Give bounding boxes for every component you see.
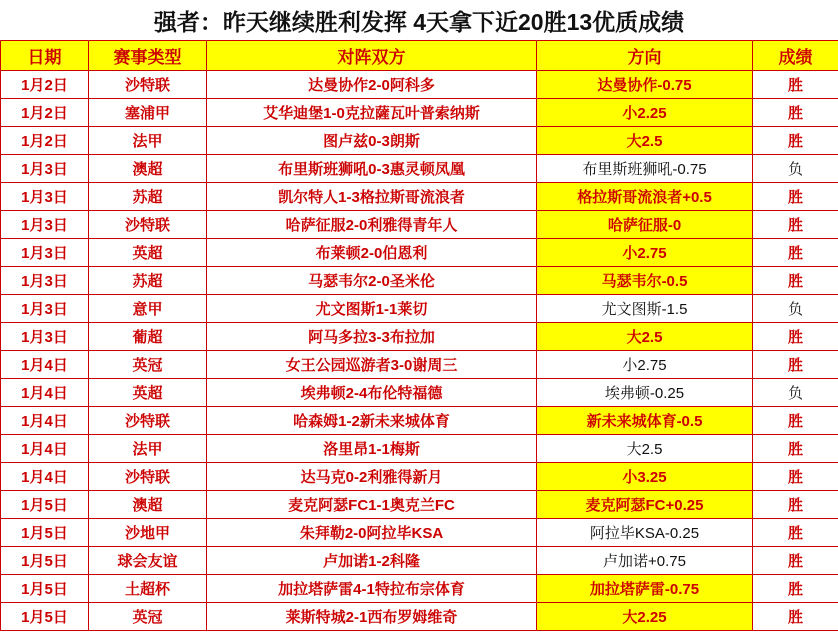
cell-result: 胜	[753, 239, 838, 267]
cell-match: 麦克阿瑟FC1-1奥克兰FC	[207, 491, 537, 519]
cell-match: 马瑟韦尔2-0圣米伦	[207, 267, 537, 295]
column-header-match: 对阵双方	[207, 41, 537, 71]
cell-league: 塞浦甲	[89, 99, 207, 127]
cell-date: 1月3日	[1, 211, 89, 239]
table-row	[1, 407, 838, 435]
cell-date: 1月2日	[1, 71, 89, 99]
cell-match: 哈萨征服2-0利雅得青年人	[207, 211, 537, 239]
cell-direction: 卢加诺+0.75	[537, 547, 753, 575]
cell-result: 胜	[753, 323, 838, 351]
column-header-direction: 方向	[537, 41, 753, 71]
table-row	[1, 435, 838, 463]
cell-date: 1月3日	[1, 323, 89, 351]
cell-direction: 格拉斯哥流浪者+0.5	[537, 183, 753, 211]
cell-league: 英超	[89, 239, 207, 267]
cell-league: 沙地甲	[89, 519, 207, 547]
cell-direction: 麦克阿瑟FC+0.25	[537, 491, 753, 519]
cell-date: 1月4日	[1, 463, 89, 491]
cell-league: 球会友谊	[89, 547, 207, 575]
cell-date: 1月5日	[1, 547, 89, 575]
table-body	[1, 71, 838, 631]
table-row	[1, 211, 838, 239]
cell-league: 英超	[89, 379, 207, 407]
cell-match: 布里斯班狮吼0-3惠灵顿凤凰	[207, 155, 537, 183]
cell-match: 哈森姆1-2新未来城体育	[207, 407, 537, 435]
cell-direction: 尤文图斯-1.5	[537, 295, 753, 323]
cell-date: 1月4日	[1, 407, 89, 435]
cell-date: 1月3日	[1, 155, 89, 183]
cell-league: 意甲	[89, 295, 207, 323]
cell-match: 加拉塔萨雷4-1特拉布宗体育	[207, 575, 537, 603]
table-row	[1, 295, 838, 323]
cell-date: 1月4日	[1, 435, 89, 463]
cell-date: 1月5日	[1, 575, 89, 603]
table-header-row	[1, 41, 838, 71]
cell-league: 法甲	[89, 435, 207, 463]
cell-match: 达曼协作2-0阿科多	[207, 71, 537, 99]
cell-match: 达马克0-2利雅得新月	[207, 463, 537, 491]
results-table	[0, 40, 838, 631]
table-row	[1, 351, 838, 379]
cell-date: 1月4日	[1, 379, 89, 407]
table-row	[1, 239, 838, 267]
cell-result: 胜	[753, 183, 838, 211]
cell-result: 胜	[753, 463, 838, 491]
table-row	[1, 99, 838, 127]
cell-result: 胜	[753, 211, 838, 239]
cell-match: 阿马多拉3-3布拉加	[207, 323, 537, 351]
table-row	[1, 379, 838, 407]
cell-match: 艾华迪堡1-0克拉薩瓦叶普索纳斯	[207, 99, 537, 127]
cell-league: 沙特联	[89, 211, 207, 239]
table-row	[1, 183, 838, 211]
cell-league: 澳超	[89, 155, 207, 183]
cell-result: 胜	[753, 547, 838, 575]
cell-result: 胜	[753, 267, 838, 295]
cell-date: 1月3日	[1, 295, 89, 323]
column-header-league: 赛事类型	[89, 41, 207, 71]
cell-match: 尤文图斯1-1莱切	[207, 295, 537, 323]
table-row	[1, 547, 838, 575]
cell-date: 1月5日	[1, 603, 89, 631]
table-row	[1, 155, 838, 183]
cell-result: 胜	[753, 435, 838, 463]
cell-date: 1月3日	[1, 267, 89, 295]
cell-league: 英冠	[89, 351, 207, 379]
cell-direction: 加拉塔萨雷-0.75	[537, 575, 753, 603]
cell-date: 1月3日	[1, 183, 89, 211]
cell-league: 苏超	[89, 267, 207, 295]
cell-direction: 马瑟韦尔-0.5	[537, 267, 753, 295]
cell-direction: 埃弗顿-0.25	[537, 379, 753, 407]
cell-direction: 大2.25	[537, 603, 753, 631]
page-title: 强者：昨天继续胜利发挥 4天拿下近20胜13优质成绩	[0, 0, 838, 40]
cell-result: 胜	[753, 491, 838, 519]
cell-match: 朱拜勒2-0阿拉毕KSA	[207, 519, 537, 547]
cell-date: 1月2日	[1, 99, 89, 127]
cell-direction: 布里斯班狮吼-0.75	[537, 155, 753, 183]
cell-date: 1月5日	[1, 491, 89, 519]
cell-result: 胜	[753, 519, 838, 547]
cell-league: 英冠	[89, 603, 207, 631]
cell-match: 莱斯特城2-1西布罗姆维奇	[207, 603, 537, 631]
cell-match: 洛里昂1-1梅斯	[207, 435, 537, 463]
column-header-result: 成绩	[753, 41, 838, 71]
table-row	[1, 603, 838, 631]
cell-match: 图卢兹0-3朗斯	[207, 127, 537, 155]
cell-league: 土超杯	[89, 575, 207, 603]
cell-date: 1月2日	[1, 127, 89, 155]
cell-result: 胜	[753, 603, 838, 631]
cell-direction: 小2.75	[537, 351, 753, 379]
cell-direction: 小2.25	[537, 99, 753, 127]
cell-league: 法甲	[89, 127, 207, 155]
cell-result: 负	[753, 379, 838, 407]
cell-direction: 新未来城体育-0.5	[537, 407, 753, 435]
cell-direction: 大2.5	[537, 323, 753, 351]
cell-result: 胜	[753, 99, 838, 127]
cell-direction: 小3.25	[537, 463, 753, 491]
cell-result: 胜	[753, 71, 838, 99]
cell-league: 沙特联	[89, 407, 207, 435]
cell-direction: 达曼协作-0.75	[537, 71, 753, 99]
cell-league: 沙特联	[89, 463, 207, 491]
table-row	[1, 71, 838, 99]
cell-match: 凯尔特人1-3格拉斯哥流浪者	[207, 183, 537, 211]
cell-match: 女王公园巡游者3-0谢周三	[207, 351, 537, 379]
cell-result: 胜	[753, 407, 838, 435]
column-header-date: 日期	[1, 41, 89, 71]
cell-result: 胜	[753, 575, 838, 603]
table-row	[1, 267, 838, 295]
cell-league: 苏超	[89, 183, 207, 211]
table-row	[1, 491, 838, 519]
cell-league: 沙特联	[89, 71, 207, 99]
cell-result: 负	[753, 155, 838, 183]
cell-match: 布莱顿2-0伯恩利	[207, 239, 537, 267]
cell-match: 埃弗顿2-4布伦特福德	[207, 379, 537, 407]
cell-direction: 大2.5	[537, 435, 753, 463]
cell-direction: 大2.5	[537, 127, 753, 155]
table-row	[1, 519, 838, 547]
table-row	[1, 575, 838, 603]
cell-result: 负	[753, 295, 838, 323]
cell-league: 澳超	[89, 491, 207, 519]
cell-date: 1月4日	[1, 351, 89, 379]
cell-date: 1月3日	[1, 239, 89, 267]
cell-league: 葡超	[89, 323, 207, 351]
cell-result: 胜	[753, 127, 838, 155]
cell-result: 胜	[753, 351, 838, 379]
table-row	[1, 127, 838, 155]
cell-direction: 阿拉毕KSA-0.25	[537, 519, 753, 547]
cell-date: 1月5日	[1, 519, 89, 547]
cell-direction: 哈萨征服-0	[537, 211, 753, 239]
table-row	[1, 323, 838, 351]
table-row	[1, 463, 838, 491]
cell-match: 卢加诺1-2科隆	[207, 547, 537, 575]
cell-direction: 小2.75	[537, 239, 753, 267]
